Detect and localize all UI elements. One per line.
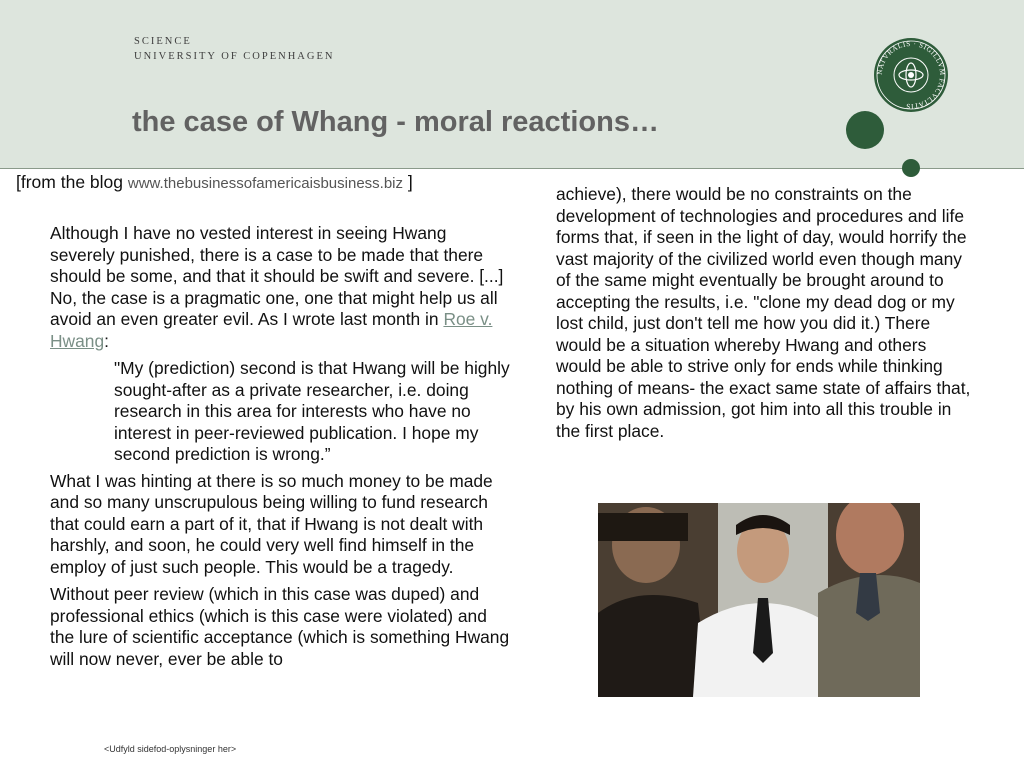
source-url: www.thebusinessofamericaisbusiness.biz (127, 175, 404, 192)
university-seal-logo (873, 37, 949, 113)
right-paragraph: achieve), there would be no constraints on the development of technologies and procedures and life forms that, if seen in the light of day, would horrify the vast majority of the civilized world even though many of the same might eventually be brought around to accepting the results, i.e. "clone my dead dog or my lost child, just don't tell me how you did it.) There would be a situation whereby Hwang and others would be able to strive only for ends while thinking nothing of means- the exact same state of affairs that, by his own admission, got him into all this trouble in the first place. (556, 184, 971, 441)
decorative-dot-small (902, 159, 920, 177)
paragraph-1-text: Although I have no vested interest in seeing Hwang severely punished, there is a case to be made that there should be some, and that it should be swift and severe. [...] No, the case is a pragmatic one, one that might help us all avoid an even greater evil. As I wrote last month in (50, 223, 504, 329)
photo-illustration (598, 503, 920, 697)
paragraph-2: What I was hinting at there is so much money to be made and so many unscrupulous being willing to fund research that could earn a part of it, that if Hwang is not dealt with harshly, and soon, he could very well find himself in the employ of just such people. This would be a tragedy. (50, 470, 493, 577)
source-line (16, 172, 413, 193)
source-suffix: ] (403, 172, 413, 192)
seal-text: NATVRALIS · SIGILLVM FACVLTATIS (875, 39, 947, 111)
block-quote: "My (prediction) second is that Hwang will be highly sought-after as a private researcher, i.e. doing research in this area for interests who have no interest in peer-reviewed publication. I hope my second prediction is wrong.” (114, 358, 510, 464)
paragraph-1 (50, 223, 515, 352)
university-label: UNIVERSITY OF COPENHAGEN (134, 51, 335, 62)
paragraph-1-end: : (104, 330, 109, 351)
paragraph-3: Without peer review (which in this case was duped) and professional ethics (which is this case were violated) and the lure of scientific acceptance (which is something Hwang will now never, ever be able to (50, 584, 510, 669)
source-prefix: [from the blog (16, 172, 128, 192)
roe-v-hwang-link[interactable]: Roe v. Hwang (50, 309, 493, 351)
right-column (556, 184, 976, 442)
press-photo (598, 503, 920, 697)
left-column (50, 223, 515, 676)
faculty-label: SCIENCE (134, 36, 192, 47)
footer-placeholder: <Udfyld sidefod-oplysninger her> (104, 744, 237, 754)
decorative-dot-large (846, 111, 884, 149)
slide-title: the case of Whang - moral reactions… (132, 106, 659, 138)
